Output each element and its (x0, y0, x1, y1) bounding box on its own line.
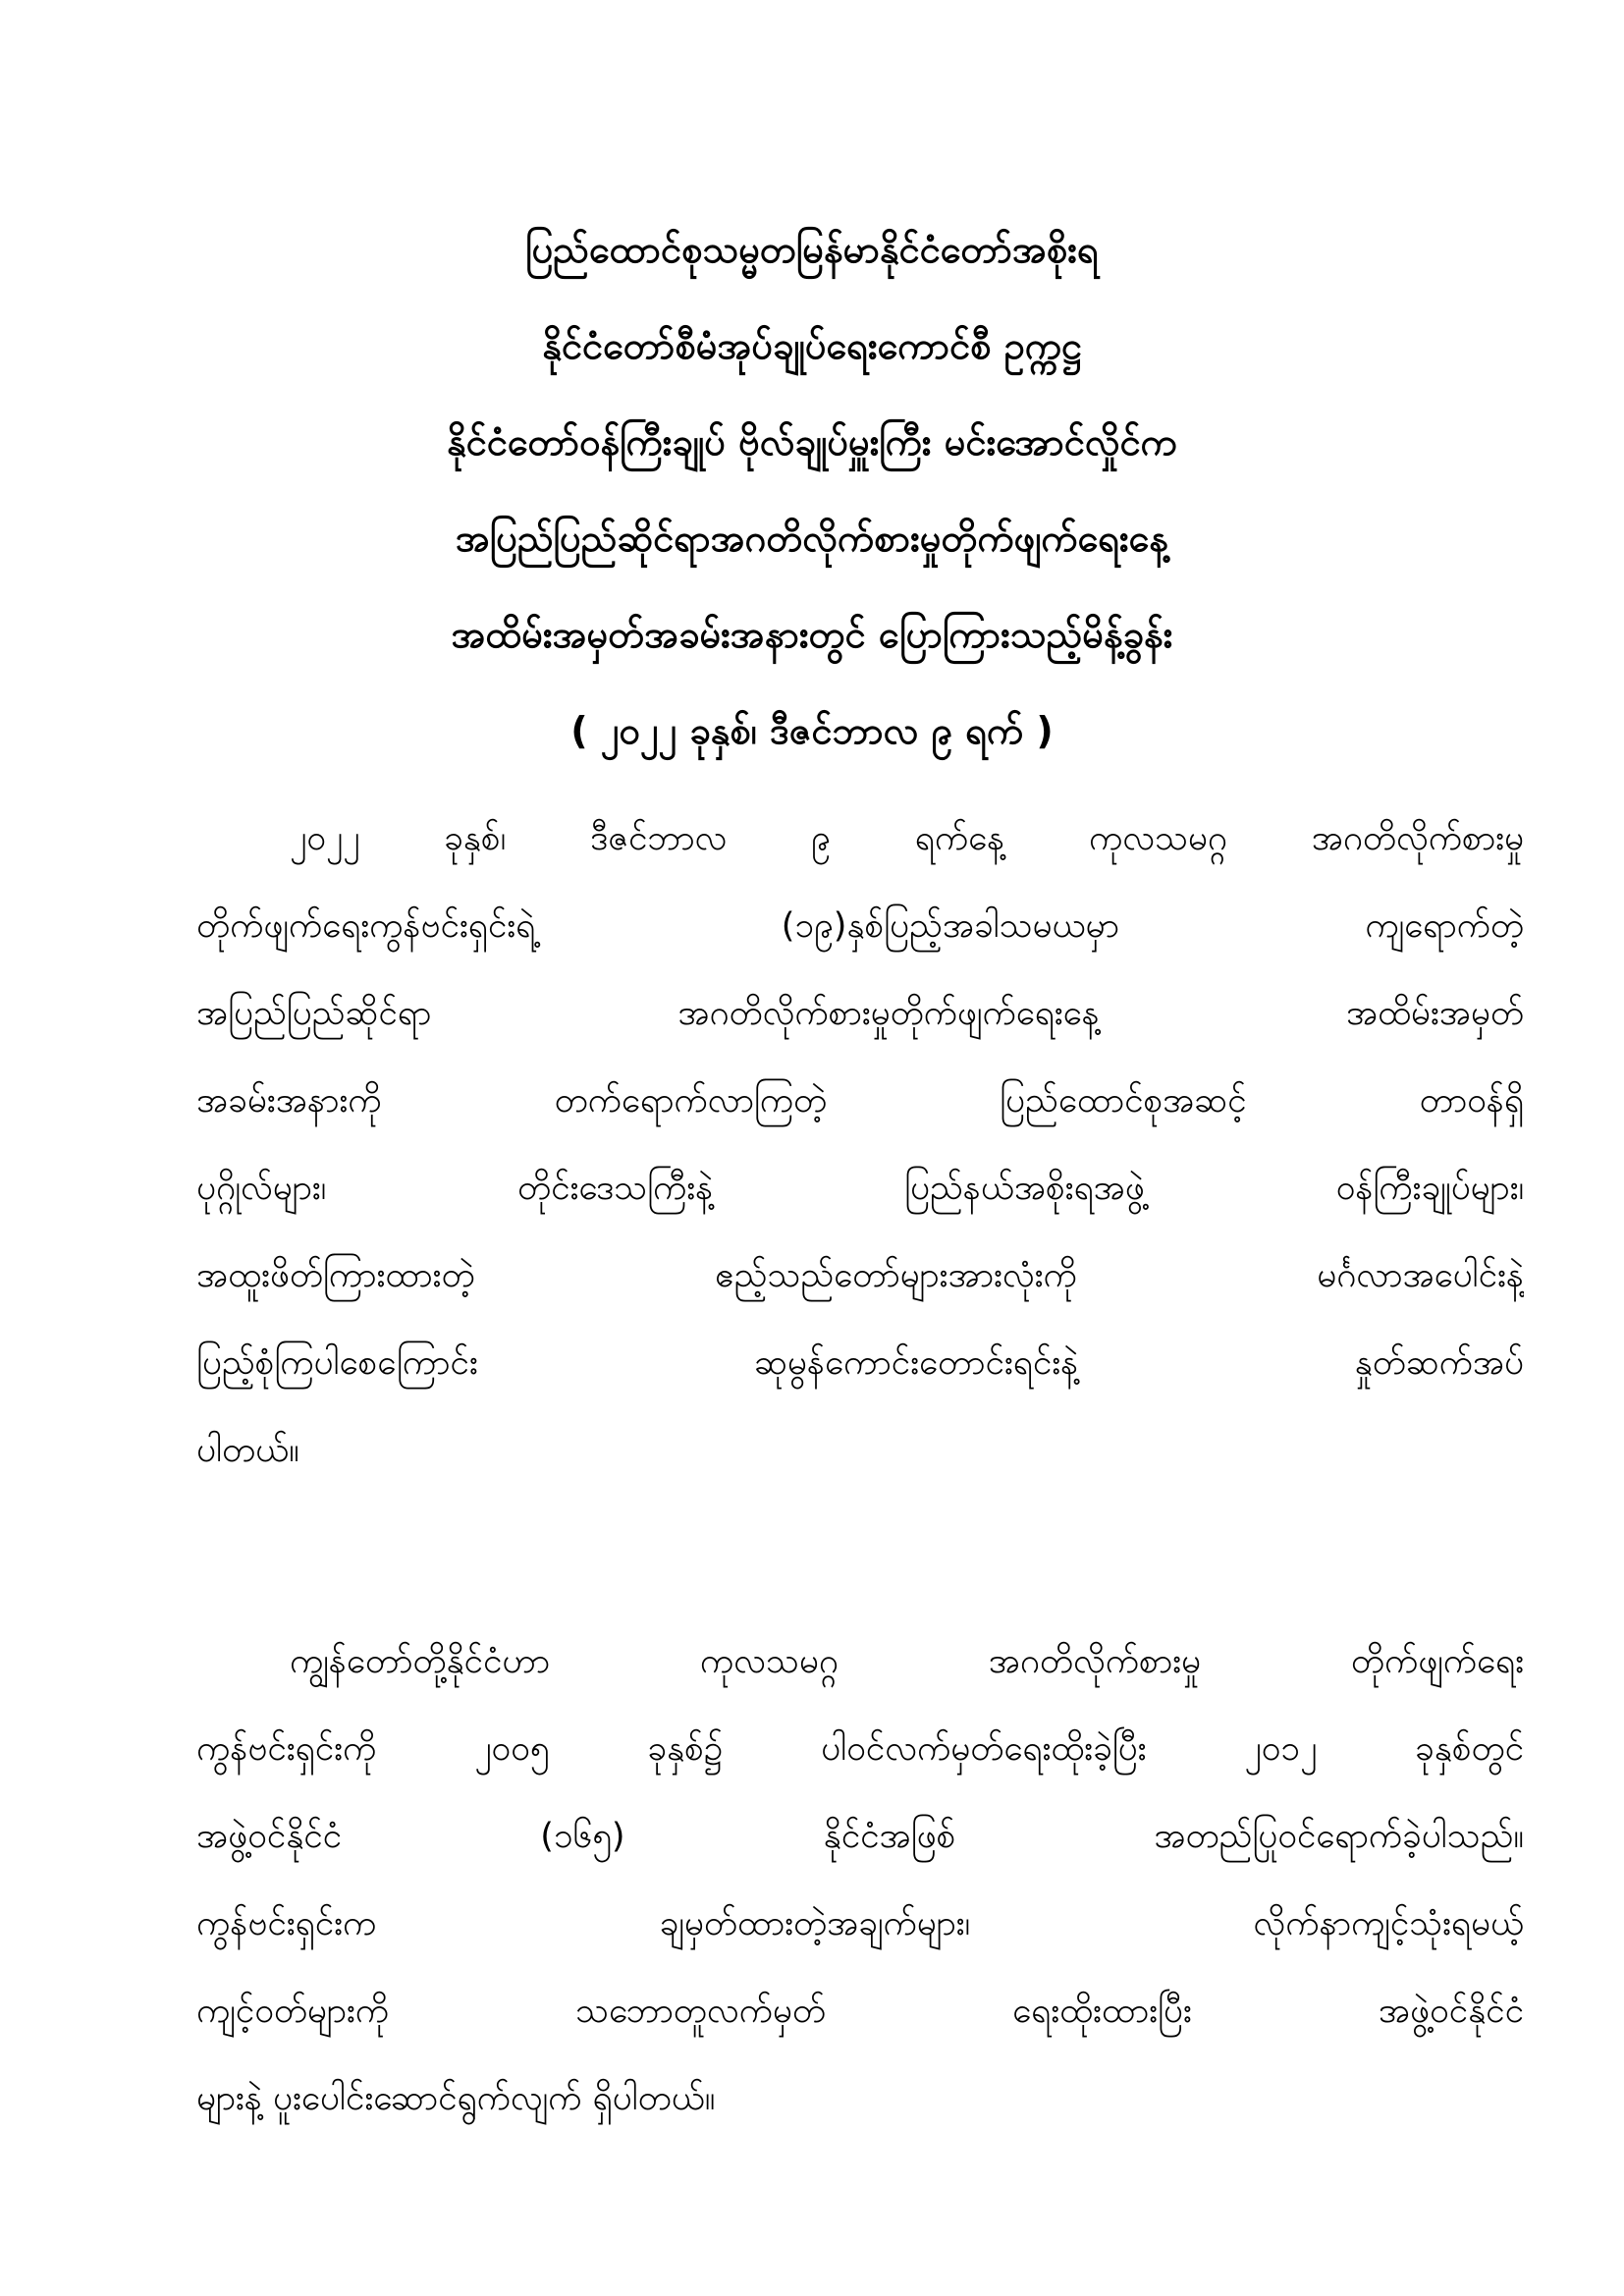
paragraph-line: ကျွန်တော်တို့နိုင်ငံဟာ ကုလသမဂ္ဂ အဂတိလိုက်စားမှု တိုက်ဖျက်ရေး (290, 1642, 1524, 1681)
title-line-council: နိုင်ငံတော်စီမံအုပ်ချုပ်ရေးကောင်စီ ဥက္ကဋ္ဌ (542, 324, 1082, 367)
paragraph-line: ၂၀၂၂ ခုနှစ်၊ ဒီဇင်ဘာလ ၉ ရက်နေ့ ကုလသမဂ္ဂ အဂတိလိုက်စားမှု (290, 819, 1524, 858)
speech-title (196, 201, 1428, 779)
paragraph-line: ကွန်ဗင်းရှင်းက ချမှတ်ထားတဲ့အချက်များ၊ လိုက်နာကျင့်သုံးရမယ့် (196, 1904, 1524, 1943)
paragraph-line: တိုက်ဖျက်ရေးကွန်ဗင်းရှင်းရဲ့ (၁၉)နှစ်ပြည့်အခါသမယမှာ ကျရောက်တဲ့ (196, 906, 1524, 946)
title-line-date: ( ၂၀၂၂ ခုနှစ်၊ ဒီဇင်ဘာလ ၉ ရက် ) (570, 709, 1054, 752)
title-line-event: အထိမ်းအမှတ်အခမ်းအနားတွင် ပြောကြားသည့်မိန့်ခွန်း (451, 613, 1173, 656)
paragraph-line: အပြည်ပြည်ဆိုင်ရာ အဂတိလိုက်စားမှုတိုက်ဖျက်ရေးနေ့ အထိမ်းအမှတ် (196, 994, 1524, 1033)
paragraph-line: ပါတယ်။ (196, 1431, 299, 1470)
paragraph-line: အဖွဲ့ဝင်နိုင်ငံ (၁၆၅) နိုင်ငံအဖြစ် အတည်ပြုဝင်ရောက်ခဲ့ပါသည်။ (196, 1817, 1524, 1856)
paragraph-line: အထူးဖိတ်ကြားထားတဲ့ ဧည့်သည်တော်များအားလုံးကို မင်္ဂလာအပေါင်းနဲ့ (196, 1256, 1524, 1295)
body-paragraph-greeting (196, 795, 1524, 1495)
paragraph-line: ပြည့်စုံကြပါစေကြောင်း ဆုမွန်ကောင်းတောင်းရင်းနဲ့ နှုတ်ဆက်အပ် (196, 1343, 1524, 1383)
title-line-speaker: နိုင်ငံတော်ဝန်ကြီးချုပ် ဗိုလ်ချုပ်မှူးကြီး မင်းအောင်လှိုင်က (447, 420, 1177, 464)
paragraph-line: အခမ်းအနားကို တက်ရောက်လာကြတဲ့ ပြည်ထောင်စုအဆင့် တာဝန်ရှိ (196, 1081, 1524, 1121)
paragraph-line: ကျင့်ဝတ်များကို သဘောတူလက်မှတ် ရေးထိုးထားပြီး အဖွဲ့ဝင်နိုင်ငံ (196, 1992, 1524, 2031)
paragraph-line: ပုဂ္ဂိုလ်များ၊ တိုင်းဒေသကြီးနဲ့ ပြည်နယ်အစိုးရအဖွဲ့ ဝန်ကြီးချုပ်များ၊ (196, 1169, 1524, 1208)
title-line-government: ပြည်ထောင်စုသမ္မတမြန်မာနိုင်ငံတော်အစိုးရ (525, 228, 1099, 271)
paragraph-line: ကွန်ဗင်းရှင်းကို ၂၀၀၅ ခုနှစ်၌ ပါဝင်လက်မှတ်ရေးထိုးခဲ့ပြီး ၂၀၁၂ ခုနှစ်တွင် (196, 1729, 1524, 1769)
title-line-occasion: အပြည်ပြည်ဆိုင်ရာအဂတိလိုက်စားမှုတိုက်ဖျက်ရေးနေ့ (456, 517, 1168, 560)
body-paragraph-convention (196, 1618, 1524, 2143)
paragraph-line: များနဲ့ ပူးပေါင်းဆောင်ရွက်လျက် ရှိပါတယ်။ (196, 2079, 716, 2118)
